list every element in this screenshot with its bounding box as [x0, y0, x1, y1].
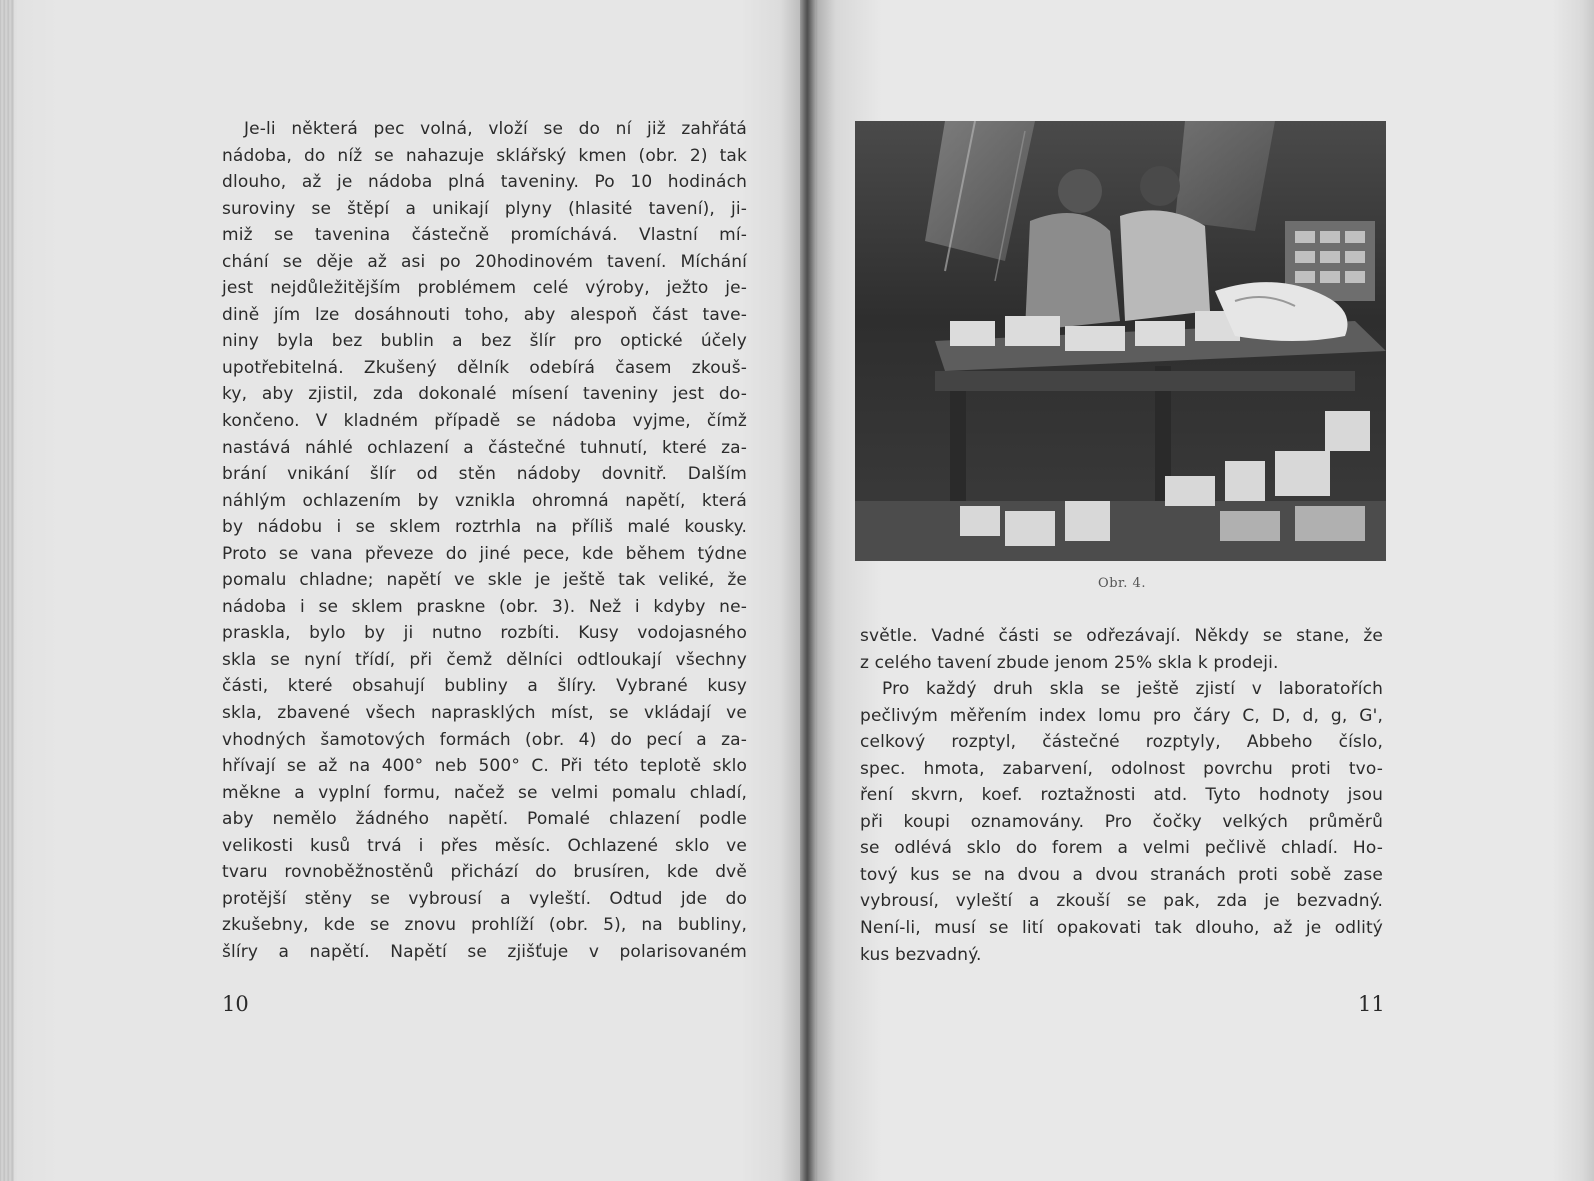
text-line: dlouho, až je nádoba plná taveniny. Po 10 hodinách [222, 172, 747, 193]
text-line: suroviny se štěpí a unikají plyny (hlasité tavení), ji- [222, 198, 747, 219]
text-line: praskla, bylo by ji nutno rozbíti. Kusy vodojasného [222, 623, 747, 644]
text-line: Není-li, musí se lití opakovati tak dlouho, až je odlitý [860, 918, 1383, 939]
book-spine-gutter [800, 0, 816, 1181]
text-line: tvaru rovnoběžnostěnů přichází do brusíren, kde dvě [222, 862, 747, 883]
text-line: Pro každý druh skla se ještě zjistí v laboratořích [882, 679, 1383, 700]
text-line: brání vnikání šlír od stěn nádoby dovnitř. Dalším [222, 464, 747, 485]
text-line: části, které obsahují bubliny a šlíry. Vybrané kusy [222, 676, 747, 697]
text-line: vhodných šamotových formách (obr. 4) do pecí a za- [222, 729, 747, 750]
text-line: při koupi oznamovány. Pro čočky velkých průměrů [860, 811, 1383, 832]
text-line: pečlivým měřením index lomu pro čáry C, D, d, g, G', [860, 705, 1383, 726]
workshop-photo-illustration [855, 121, 1386, 561]
right-page-body-text [860, 623, 1383, 968]
left-page-body-text [222, 116, 747, 966]
text-line: nádoba, do níž se nahazuje sklářský kmen (obr. 2) tak [222, 145, 747, 166]
text-line: celkový rozptyl, částečné rozptyly, Abbeho číslo, [860, 732, 1383, 753]
text-line: vybrousí, vyleští a zkouší se pak, zda je bezvadný. [860, 891, 1383, 912]
text-line: ření skvrn, koef. roztažnosti atd. Tyto hodnoty jsou [860, 785, 1383, 806]
text-line: světle. Vadné části se odřezávají. Někdy se stane, že [860, 626, 1383, 646]
text-line: by nádobu i se sklem roztrhla na příliš malé kousky. [222, 517, 747, 538]
text-line: ky, aby zjistil, zda dokonalé mísení taveniny jest do- [222, 384, 747, 405]
text-line: Je-li některá pec volná, vloží se do ní již zahřátá [244, 119, 747, 139]
text-line: zkušebny, kde se znovu prohlíží (obr. 5), na bubliny, [222, 915, 747, 936]
text-line: skla, zbavené všech naprasklých míst, se vkládají ve [222, 703, 747, 724]
text-line: šlíry a napětí. Napětí se zjišťuje v polarisovaném [222, 941, 747, 962]
text-line: kus bezvadný. [860, 944, 982, 965]
text-line: pomalu chladne; napětí ve skle je ještě tak veliké, že [222, 570, 747, 591]
text-line: chání se děje až asi po 20hodinovém tavení. Míchání [222, 251, 747, 272]
page-number-right: 11 [1358, 992, 1385, 1016]
text-line: upotřebitelná. Zkušený dělník odebírá časem zkouš- [222, 357, 747, 378]
text-line: skla se nyní třídí, při čemž dělníci odtloukají všechny [222, 649, 747, 670]
text-line: jest nejdůležitějším problémem celé výroby, ježto je- [222, 278, 747, 299]
text-line: miž se tavenina částečně promíchává. Vlastní mí- [222, 225, 747, 246]
text-line: niny byla bez bublin a bez šlír pro optické účely [222, 331, 747, 352]
text-line: Proto se vana převeze do jiné pece, kde během týdne [222, 543, 747, 564]
text-line: končeno. V kladném případě se nádoba vyjme, čímž [222, 411, 747, 432]
text-line: aby nemělo žádného napětí. Pomalé chlazení podle [222, 809, 747, 830]
figure-caption: Obr. 4. [1098, 576, 1146, 591]
page-number-left: 10 [222, 992, 249, 1016]
text-line: tový kus se na dvou a dvou stranách proti sobě zase [860, 864, 1383, 885]
text-line: nastává náhlé ochlazení a částečné tuhnutí, které za- [222, 437, 747, 458]
figure-photo-workshop [855, 121, 1386, 561]
text-line: dině jím lze dosáhnouti toho, aby alespoň část tave- [222, 304, 747, 325]
text-line: měkne a vyplní formu, načež se velmi pomalu chladí, [222, 782, 747, 803]
text-line: velikosti kusů trvá i přes měsíc. Ochlazené sklo ve [222, 835, 747, 856]
text-line: spec. hmota, zabarvení, odolnost povrchu proti tvo- [860, 758, 1383, 779]
text-line: hřívají se až na 400° neb 500° C. Při této teplotě sklo [222, 756, 747, 777]
text-line: náhlým ochlazením by vznikla ohromná napětí, která [222, 490, 747, 511]
text-line: nádoba i se sklem praskne (obr. 3). Než i kdyby ne- [222, 596, 747, 617]
page-edge-stack [0, 0, 14, 1181]
text-line: z celého tavení zbude jenom 25% skla k prodeji. [860, 652, 1279, 673]
text-line: protější stěny se vybrousí a vyleští. Odtud jde do [222, 888, 747, 909]
text-line: se odlévá sklo do forem a velmi pečlivě chladí. Ho- [860, 838, 1383, 859]
